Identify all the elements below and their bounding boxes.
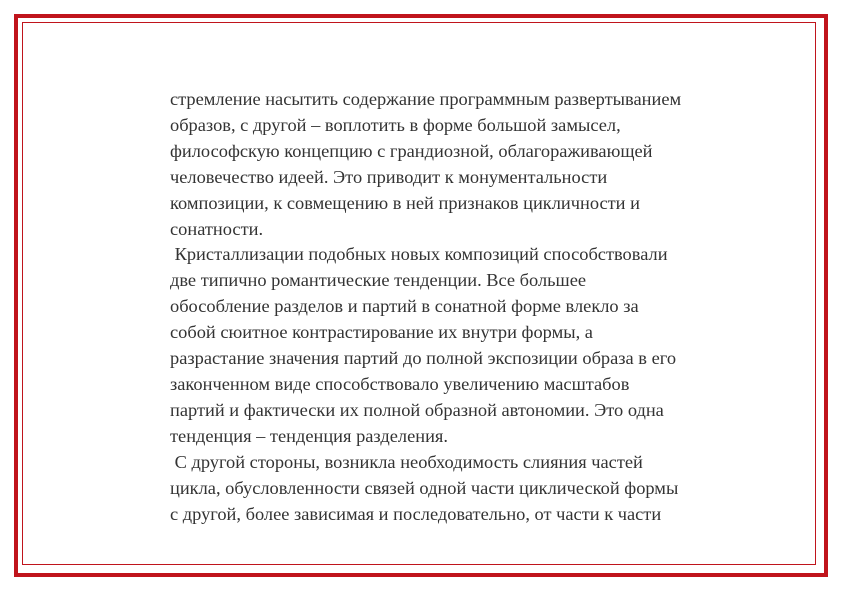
text-line: законченном виде способствовало увеличению масштабов	[170, 373, 630, 394]
text-line: разрастание значения партий до полной экспозиции образа в его	[170, 348, 677, 369]
text-line: партий и фактически их полной образной автономии. Это одна	[170, 399, 664, 420]
body-text	[170, 87, 790, 527]
text-line: философскую концепцию с грандиозной, облагораживающей	[170, 140, 653, 161]
text-line: С другой стороны, возникла необходимость слияния частей	[170, 451, 643, 472]
text-line: тенденция – тенденция разделения.	[170, 425, 448, 446]
text-line: образов, с другой – воплотить в форме большой замысел,	[170, 114, 621, 135]
text-line: обособление разделов и партий в сонатной форме влекло за	[170, 296, 639, 317]
text-line: с другой, более зависимая и последовательно, от части к части	[170, 503, 662, 524]
text-line: две типично романтические тенденции. Все большее	[170, 270, 587, 291]
text-line: композиции, к совмещению в ней признаков цикличности и	[170, 192, 640, 213]
text-line: собой сюитное контрастирование их внутри формы, а	[170, 322, 593, 343]
text-line: сонатности.	[170, 218, 264, 239]
text-line: человечество идеей. Это приводит к монументальности	[170, 166, 608, 187]
text-line: Кристаллизации подобных новых композиций способствовали	[170, 244, 668, 265]
text-line: цикла, обусловленности связей одной части циклической формы	[170, 477, 679, 498]
text-line: стремление насытить содержание программным развертыванием	[170, 89, 682, 109]
